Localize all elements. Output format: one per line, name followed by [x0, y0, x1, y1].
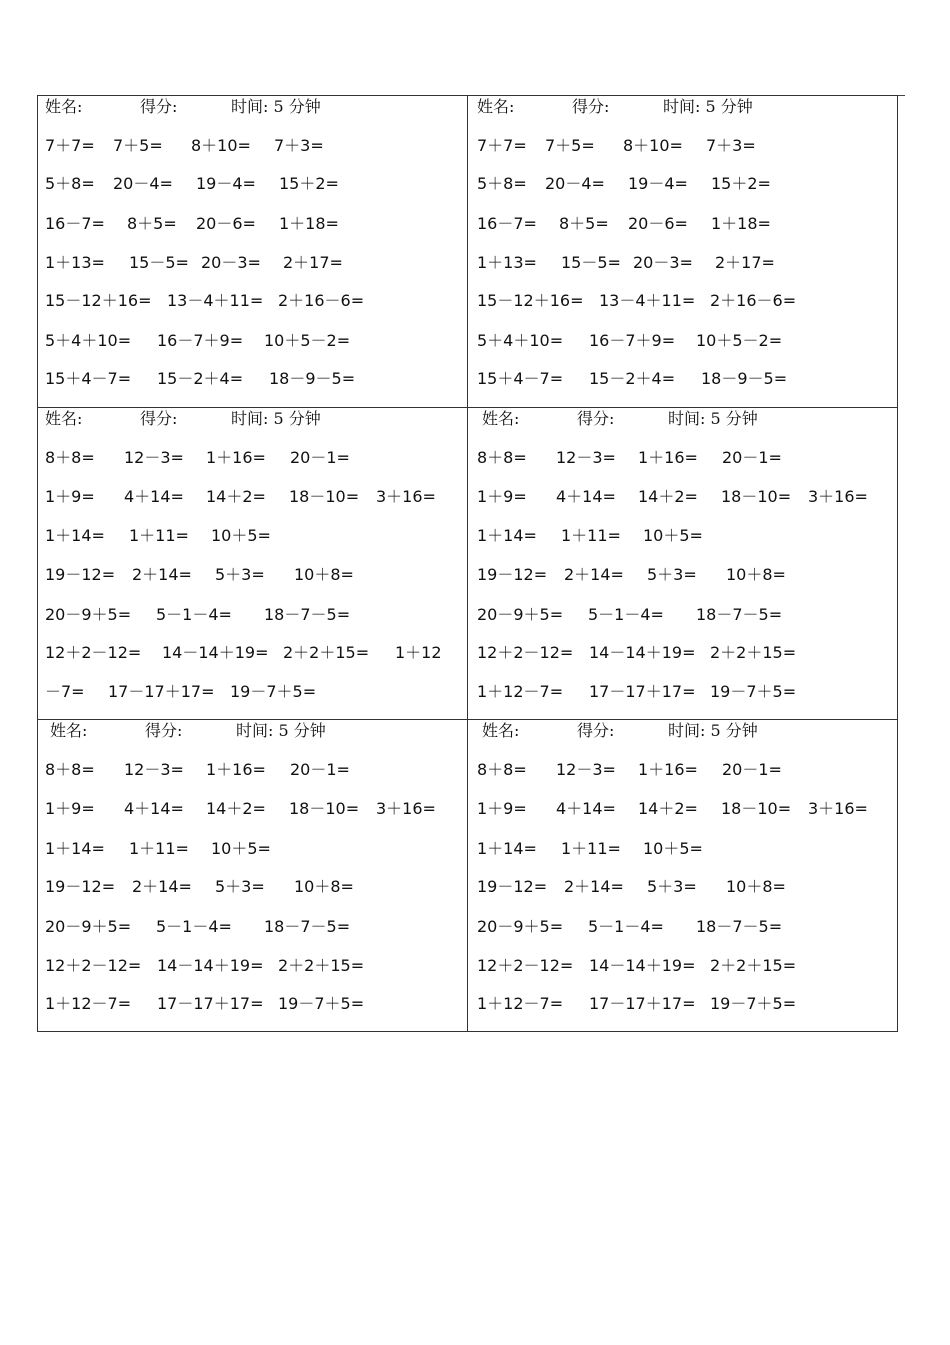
- problem: 1＋14=: [477, 526, 537, 545]
- problem: 19－12=: [45, 565, 116, 584]
- problem: 16－7＋9=: [157, 331, 244, 350]
- problem: 2＋14=: [564, 565, 624, 584]
- problem: 1＋16=: [638, 448, 698, 467]
- worksheet-cell-6: [468, 720, 898, 1032]
- problem: 10＋8=: [294, 877, 354, 896]
- problem: 5－1－4=: [588, 917, 664, 936]
- problem: 1＋16=: [206, 448, 266, 467]
- problem: 10＋8=: [294, 565, 354, 584]
- problem: 17－17＋17=: [589, 994, 696, 1013]
- problem: 8＋8=: [45, 760, 95, 779]
- problem: 5－1－4=: [156, 917, 232, 936]
- worksheet-cell-2: [468, 96, 898, 408]
- problem: 5＋8=: [45, 174, 95, 193]
- name-label: 姓名:: [50, 721, 88, 740]
- problem: 19－12=: [45, 877, 116, 896]
- problem: 20－4=: [545, 174, 605, 193]
- problem: 5＋3=: [647, 877, 697, 896]
- problem: 20－6=: [196, 214, 256, 233]
- problem: 5＋3=: [647, 565, 697, 584]
- problem: 14－14＋19=: [589, 956, 696, 975]
- problem: 12－3=: [124, 448, 184, 467]
- problem: 2＋14=: [132, 877, 192, 896]
- problem: 16－7=: [477, 214, 537, 233]
- problem: 4＋14=: [124, 487, 184, 506]
- problem: 15－2＋4=: [589, 369, 676, 388]
- problem: 8＋8=: [477, 760, 527, 779]
- problem: 19－7＋5=: [230, 682, 317, 701]
- problem: 2＋2＋15=: [710, 956, 797, 975]
- problem: 2＋2＋15=: [283, 643, 370, 662]
- problem: 14－14＋19=: [157, 956, 264, 975]
- problem: －7=: [45, 682, 85, 701]
- problem: 5－1－4=: [156, 605, 232, 624]
- problem: 7＋5=: [113, 136, 163, 155]
- problem: 18－9－5=: [269, 369, 356, 388]
- problem: 18－7－5=: [264, 605, 351, 624]
- problem: 18－10=: [289, 799, 360, 818]
- problem: 2＋16－6=: [278, 291, 365, 310]
- problem: 1＋11=: [561, 839, 621, 858]
- problem: 20－4=: [113, 174, 173, 193]
- problem: 13－4＋11=: [599, 291, 696, 310]
- problem: 8＋8=: [477, 448, 527, 467]
- problem: 15－12＋16=: [45, 291, 152, 310]
- problem: 12－3=: [556, 448, 616, 467]
- problem: 1＋14=: [45, 526, 105, 545]
- problem: 2＋17=: [283, 253, 343, 272]
- problem: 20－3=: [201, 253, 261, 272]
- top-rule-extension: [897, 95, 905, 96]
- problem: 10＋5=: [211, 526, 271, 545]
- problem: 1＋9=: [45, 799, 95, 818]
- problem: 15＋4－7=: [45, 369, 132, 388]
- problem: 7＋3=: [706, 136, 756, 155]
- problem: 5＋8=: [477, 174, 527, 193]
- problem: 17－17＋17=: [157, 994, 264, 1013]
- problem: 1＋11=: [561, 526, 621, 545]
- problem: 2＋14=: [564, 877, 624, 896]
- problem: 19－7＋5=: [278, 994, 365, 1013]
- problem: 8＋10=: [191, 136, 251, 155]
- worksheet-cell-3: [38, 408, 468, 720]
- problem: 1＋11=: [129, 839, 189, 858]
- problem: 12＋2－12=: [45, 643, 142, 662]
- score-label: 得分:: [572, 97, 610, 116]
- problem: 1＋16=: [638, 760, 698, 779]
- problem: 12＋2－12=: [45, 956, 142, 975]
- problem: 7＋5=: [545, 136, 595, 155]
- problem: 5＋3=: [215, 565, 265, 584]
- problem: 19－4=: [196, 174, 256, 193]
- problem: 1＋13=: [477, 253, 537, 272]
- problem: 16－7＋9=: [589, 331, 676, 350]
- problem: 20－9＋5=: [477, 605, 564, 624]
- problem: 20－9＋5=: [45, 917, 132, 936]
- problem: 10＋5－2=: [696, 331, 783, 350]
- score-label: 得分:: [145, 721, 183, 740]
- worksheet-cell-4: [468, 408, 898, 720]
- problem: 2＋14=: [132, 565, 192, 584]
- problem: 20－1=: [722, 448, 782, 467]
- score-label: 得分:: [577, 409, 615, 428]
- problem: 8＋10=: [623, 136, 683, 155]
- score-label: 得分:: [577, 721, 615, 740]
- problem: 1＋12－7=: [45, 994, 132, 1013]
- problem: 19－7＋5=: [710, 682, 797, 701]
- problem: 20－1=: [722, 760, 782, 779]
- problem: 1＋13=: [45, 253, 105, 272]
- problem: 1＋18=: [711, 214, 771, 233]
- problem: 3＋16=: [808, 799, 868, 818]
- problem: 1＋9=: [45, 487, 95, 506]
- problem: 15－12＋16=: [477, 291, 584, 310]
- problem: 14＋2=: [638, 487, 698, 506]
- problem: 5＋4＋10=: [45, 331, 132, 350]
- problem: 5＋4＋10=: [477, 331, 564, 350]
- problem: 18－10=: [721, 487, 792, 506]
- problem: 1＋12: [395, 643, 442, 662]
- problem: 20－6=: [628, 214, 688, 233]
- name-label: 姓名:: [482, 409, 520, 428]
- problem: 18－10=: [289, 487, 360, 506]
- problem: 5－1－4=: [588, 605, 664, 624]
- problem: 20－3=: [633, 253, 693, 272]
- problem: 19－12=: [477, 877, 548, 896]
- worksheet-grid: [37, 95, 898, 1032]
- problem: 17－17＋17=: [108, 682, 215, 701]
- problem: 1＋18=: [279, 214, 339, 233]
- problem: 1＋14=: [45, 839, 105, 858]
- problem: 1＋14=: [477, 839, 537, 858]
- problem: 4＋14=: [124, 799, 184, 818]
- problem: 7＋7=: [477, 136, 527, 155]
- problem: 8＋5=: [127, 214, 177, 233]
- problem: 12＋2－12=: [477, 643, 574, 662]
- problem: 18－10=: [721, 799, 792, 818]
- problem: 4＋14=: [556, 799, 616, 818]
- problem: 15＋2=: [711, 174, 771, 193]
- problem: 12－3=: [124, 760, 184, 779]
- worksheet-cell-1: [38, 96, 468, 408]
- problem: 14＋2=: [206, 799, 266, 818]
- problem: 14＋2=: [638, 799, 698, 818]
- score-label: 得分:: [140, 97, 178, 116]
- problem: 1＋12－7=: [477, 682, 564, 701]
- problem: 19－7＋5=: [710, 994, 797, 1013]
- problem: 2＋16－6=: [710, 291, 797, 310]
- time-label: 时间: 5 分钟: [236, 721, 326, 740]
- problem: 10＋8=: [726, 877, 786, 896]
- problem: 16－7=: [45, 214, 105, 233]
- time-label: 时间: 5 分钟: [668, 409, 758, 428]
- problem: 7＋3=: [274, 136, 324, 155]
- problem: 15－5=: [129, 253, 189, 272]
- problem: 18－9－5=: [701, 369, 788, 388]
- problem: 7＋7=: [45, 136, 95, 155]
- problem: 14－14＋19=: [589, 643, 696, 662]
- problem: 1＋9=: [477, 799, 527, 818]
- problem: 20－1=: [290, 448, 350, 467]
- score-label: 得分:: [140, 409, 178, 428]
- time-label: 时间: 5 分钟: [668, 721, 758, 740]
- problem: 8＋8=: [45, 448, 95, 467]
- problem: 20－1=: [290, 760, 350, 779]
- problem: 20－9＋5=: [45, 605, 132, 624]
- problem: 2＋17=: [715, 253, 775, 272]
- problem: 14－14＋19=: [162, 643, 269, 662]
- problem: 2＋2＋15=: [710, 643, 797, 662]
- problem: 2＋2＋15=: [278, 956, 365, 975]
- time-label: 时间: 5 分钟: [663, 97, 753, 116]
- problem: 10＋8=: [726, 565, 786, 584]
- name-label: 姓名:: [45, 97, 83, 116]
- name-label: 姓名:: [45, 409, 83, 428]
- name-label: 姓名:: [477, 97, 515, 116]
- time-label: 时间: 5 分钟: [231, 97, 321, 116]
- problem: 10＋5－2=: [264, 331, 351, 350]
- problem: 10＋5=: [211, 839, 271, 858]
- problem: 18－7－5=: [264, 917, 351, 936]
- problem: 10＋5=: [643, 839, 703, 858]
- problem: 20－9＋5=: [477, 917, 564, 936]
- worksheet-cell-5: [38, 720, 468, 1032]
- problem: 17－17＋17=: [589, 682, 696, 701]
- problem: 3＋16=: [376, 487, 436, 506]
- problem: 4＋14=: [556, 487, 616, 506]
- problem: 1＋12－7=: [477, 994, 564, 1013]
- problem: 8＋5=: [559, 214, 609, 233]
- name-label: 姓名:: [482, 721, 520, 740]
- problem: 13－4＋11=: [167, 291, 264, 310]
- problem: 3＋16=: [808, 487, 868, 506]
- problem: 5＋3=: [215, 877, 265, 896]
- problem: 1＋11=: [129, 526, 189, 545]
- problem: 18－7－5=: [696, 605, 783, 624]
- problem: 10＋5=: [643, 526, 703, 545]
- problem: 19－4=: [628, 174, 688, 193]
- problem: 18－7－5=: [696, 917, 783, 936]
- problem: 12＋2－12=: [477, 956, 574, 975]
- problem: 19－12=: [477, 565, 548, 584]
- problem: 1＋9=: [477, 487, 527, 506]
- problem: 1＋16=: [206, 760, 266, 779]
- problem: 15－5=: [561, 253, 621, 272]
- problem: 3＋16=: [376, 799, 436, 818]
- problem: 14＋2=: [206, 487, 266, 506]
- problem: 12－3=: [556, 760, 616, 779]
- time-label: 时间: 5 分钟: [231, 409, 321, 428]
- problem: 15－2＋4=: [157, 369, 244, 388]
- problem: 15＋2=: [279, 174, 339, 193]
- problem: 15＋4－7=: [477, 369, 564, 388]
